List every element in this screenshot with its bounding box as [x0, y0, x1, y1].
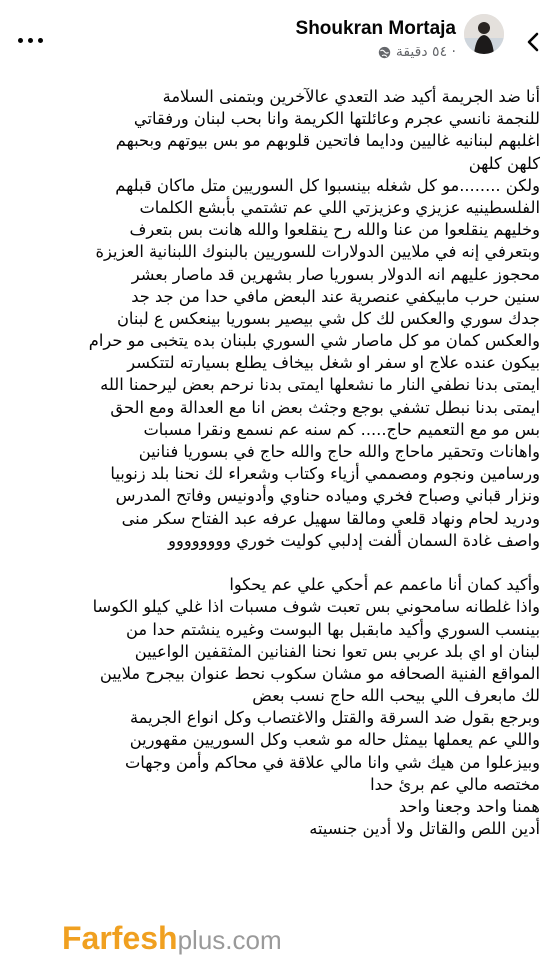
post-line: لك مابعرف اللي بيحب الله حاج نسب بعض: [252, 686, 540, 706]
watermark-suffix: plus.com: [177, 925, 282, 955]
post-line: جدك سوري والعكس لك كل شي بيصير بسوريا بينعكس ع لبنان: [116, 308, 540, 328]
post-line: ايمتى بدنا نبطل تشفي بوجع وجثث بعض انا مع العدالة ومع الحق: [110, 397, 540, 417]
post-line: المواقع الفنية الصحافه مو مشان سكوب نحط عنوان بيجرح ملايين: [99, 663, 540, 683]
post-line: وخليهم ينقلعوا من عنا والله رح ينقلعوا والله هانت بس بتعرف: [129, 220, 540, 240]
post-line: محجوز عليهم انه الدولار بسوريا صار بشهرين قد ماصار بعشر: [131, 264, 540, 284]
post-line: واذا غلطانه سامحوني بس تعبت شوف مسبات اذا غلي كيلو الكوسا: [92, 597, 540, 617]
post-line: واهانات وتحقير ماحاج والله حاج والله حاج في بسوريا فنانين: [138, 442, 540, 461]
post-body: [58, 86, 540, 840]
post-line: ونزار قباني وصباح فخري ومياده حناوي وأدونيس وفاتح المدرس: [115, 486, 540, 506]
post-line: سنين حرب مابيكفي عنصرية عند البعض مافي حدا من جد جد: [131, 286, 540, 306]
dot: [38, 38, 43, 43]
post-line: لبنان او اي بلد عربي بس تعوا نحنا الفنانين المثقفين الواعيين: [134, 641, 540, 661]
post-line: مختصه مالي عم برئ حدا: [370, 774, 540, 794]
post-line: بينسب السوري وأكيد مابقبل بها البوست وغيره ينشتم حدا من: [126, 619, 540, 639]
post-line: واصف غادة السمان ألفت إدلبي كوليت خوري وووووووو: [168, 530, 540, 550]
post-line: ورسامين ونجوم ومصممي أزياء وكتاب وشعراء لك نحنا بلد زنوبيا: [110, 464, 540, 484]
paragraph-gap: [58, 552, 540, 574]
more-options-icon[interactable]: [10, 28, 50, 52]
post-line: أدين اللص والقاتل ولا أدين جنسيته: [309, 819, 540, 839]
post-line: كلهن كلهن: [468, 153, 540, 173]
post-line: ولكن ........مو كل شغله بينسبوا كل السوريين متل ماكان قبلهم: [115, 175, 540, 195]
post-line: وبيزعلوا من هيك شي وانا مالي علاقة في محاكم وأمن وجهات: [124, 752, 540, 772]
post-line: الفلسطينيه عزيزي وعزيزتي اللي عم تشتمي بأبشع الكلمات: [139, 197, 540, 217]
post-line: وأكيد كمان أنا ماعمم عم أحكي علي عم يحكوا: [229, 575, 540, 595]
watermark-brand: Farfesh: [62, 920, 178, 956]
post-line: وبتعرفي إنه في ملايين الدولارات للسوريين بالبنوك اللبنانية العزيزة: [95, 242, 540, 262]
post-line: أنا ضد الجريمة أكيد ضد التعدي عالآخرين وبتمنى السلامة: [162, 87, 540, 106]
post-line: واللي عم يعملها بيمثل حاله مو شعب وكل السوريين مقهورين: [129, 730, 540, 750]
globe-icon: [378, 46, 391, 59]
post-time[interactable]: ٥٤ دقيقة ·: [395, 44, 456, 60]
post-line: ايمتى بدنا نطفي النار ما نشعلها ايمتى بدنا نرحم بعض ليرحمنا الله: [100, 375, 540, 395]
post-line: بس مو مع التعميم حاج..... كم سنه عم نسمع ونقرا مسبات: [143, 419, 540, 439]
post-line: وبرجع بقول ضد السرقة والقتل والاغتصاب وكل انواع الجريمة: [129, 708, 540, 728]
post-line: بيكون عنده علاج او سفر او شغل بيخاف يطلع بسيارته لتتكسر: [127, 353, 540, 373]
avatar-image: [464, 14, 504, 54]
author-name[interactable]: Shoukran Mortaja: [295, 18, 456, 39]
post-line: ودريد لحام ونهاد قلعي ومالقا سهيل عرفه عبد الفتاح سكر منى: [121, 508, 540, 528]
watermark-logo: [62, 920, 282, 957]
post-line: والعكس كمان مو كل ماصار شي السوري بلبنان بده يتخبى مو حرام: [88, 331, 540, 351]
post-line: اغلبهم لبنانيه غاليين ودايما فاتحين قلوبهم مو بس بيوتهم وبحبهم: [115, 131, 540, 151]
dot: [28, 38, 33, 43]
post-header: [0, 0, 560, 80]
chevron-left-icon[interactable]: [522, 30, 546, 54]
post-meta: [378, 44, 456, 60]
dot: [18, 38, 23, 43]
post-line: للنجمة نانسي عجرم وعائلتها الكريمة وانا بحب لبنان ورفقاتي: [133, 109, 540, 129]
post-line: همنا واحد وجعنا واحد: [398, 797, 540, 816]
avatar[interactable]: [464, 14, 504, 54]
